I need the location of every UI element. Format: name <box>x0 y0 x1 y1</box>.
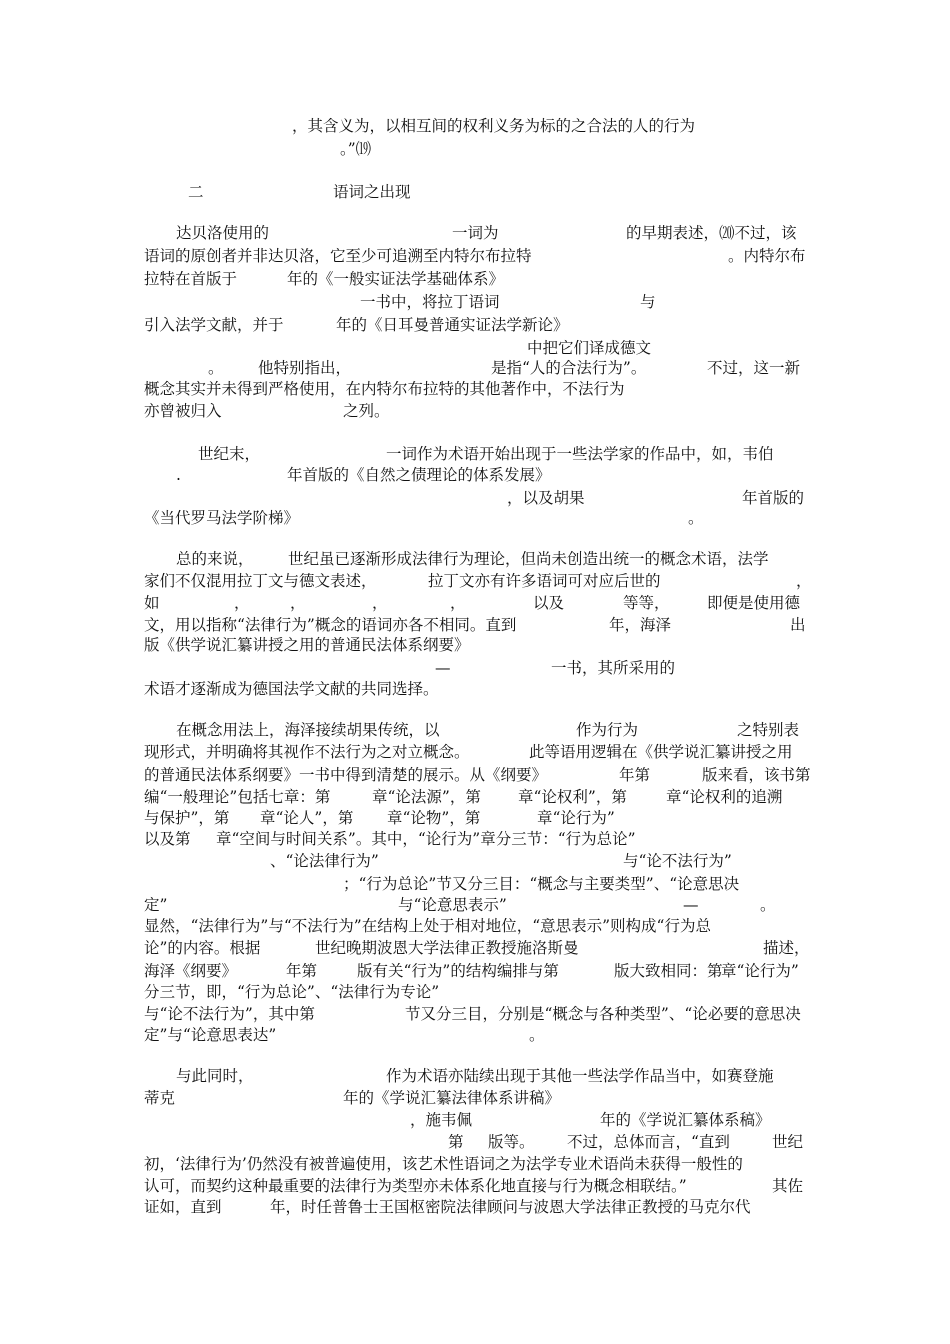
section-heading: 语词之出现 <box>333 183 411 201</box>
text-line: 一书，其所采用的 <box>551 659 676 677</box>
section-number: 二 <box>188 183 204 201</box>
text-line: 达贝洛使用的 <box>176 224 270 242</box>
text-line: 一书中，将拉丁语词 <box>360 293 500 311</box>
text-line: 年首版的 <box>742 489 805 507</box>
text-line: 版《供学说汇纂讲授之用的普通民法体系纲要》 <box>144 636 470 654</box>
text-line: 章“空间与时间关系”。其中，“论行为”章分三节：“行为总论” <box>216 830 636 848</box>
text-line: 年第 <box>619 766 651 784</box>
text-line: 如 <box>144 594 160 612</box>
text-line: 世纪虽已逐渐形成法律行为理论，但尚未创造出统一的概念术语，法学 <box>288 550 769 568</box>
text-line: 作为术语亦陆续出现于其他一些法学作品当中，如赛登施 <box>386 1067 774 1085</box>
text-line: 引入法学文献，并于 <box>144 316 284 334</box>
text-line: 世纪 <box>772 1133 804 1151</box>
text-line: 章“论行为” <box>721 962 799 980</box>
text-line: — <box>683 896 699 914</box>
text-line: 亦曾被归入 <box>144 402 222 420</box>
text-line: 编“一般理论”包括七章：第 <box>144 788 331 806</box>
text-line: 之特别表 <box>737 721 800 739</box>
text-line: 年第 <box>286 962 318 980</box>
text-line: 他特别指出， <box>258 359 352 377</box>
text-line: 此等语用逻辑在《供学说汇纂讲授之用 <box>529 743 793 761</box>
text-line: 术语才逐渐成为德国法学文献的共同选择。 <box>144 680 439 698</box>
text-line: 《当代罗马法学阶梯》 <box>144 509 300 527</box>
text-line: 年的《学说汇纂法律体系讲稿》 <box>343 1089 561 1107</box>
text-line: 分三节，即，“行为总论”、“法律行为专论” <box>144 983 440 1001</box>
text-line: 节又分三目，分别是“概念与各种类型”、“论必要的意思决 <box>405 1005 801 1023</box>
text-line: 章“论权利的追溯 <box>666 788 783 806</box>
text-line: 世纪晚期波恩大学法律正教授施洛斯曼 <box>315 939 579 957</box>
text-line: ，以及胡果 <box>507 489 585 507</box>
text-line: 作为行为 <box>576 721 639 739</box>
text-line: 证如，直到 <box>144 1198 222 1216</box>
text-line: 章“论法源”，第 <box>372 788 481 806</box>
text-line: ， <box>290 594 306 612</box>
text-line: 论”的内容。根据 <box>144 939 261 957</box>
text-line: 之列。 <box>343 402 390 420</box>
text-line: ，施韦佩 <box>410 1111 473 1129</box>
text-line: 与 <box>640 293 656 311</box>
text-line: ， <box>796 572 812 590</box>
text-line: . <box>176 466 181 484</box>
text-line: ， <box>450 594 466 612</box>
text-line: 以及 <box>533 594 565 612</box>
text-line: 。”⒆ <box>340 140 372 158</box>
text-line: 第 <box>448 1133 464 1151</box>
text-line: 与“论意思表示” <box>398 896 507 914</box>
text-line: 一词为 <box>452 224 499 242</box>
text-line: 年的《学说汇纂体系稿》 <box>600 1111 771 1129</box>
text-line: 概念其实并未得到严格使用，在内特尔布拉特的其他著作中，不法行为 <box>144 380 625 398</box>
text-line: ，其含义为，以相互间的权利义务为标的之合法的人的行为 <box>292 117 696 135</box>
text-line: 描述， <box>763 939 810 957</box>
text-line: 定”与“论意思表达” <box>144 1026 277 1044</box>
text-line: 与“论不法行为”，其中第 <box>144 1005 315 1023</box>
text-line: 出 <box>790 616 806 634</box>
text-line: 即便是使用德 <box>707 594 801 612</box>
text-line: 语词的原创者并非达贝洛，它至少可追溯至内特尔布拉特 <box>144 247 532 265</box>
text-line: 章“论行为” <box>537 809 615 827</box>
text-line: 不过，总体而言，“直到 <box>567 1133 730 1151</box>
text-line: 现形式，并明确将其视作不法行为之对立概念。 <box>144 743 470 761</box>
text-line: 章“论人”，第 <box>260 809 354 827</box>
text-line: 。 <box>760 896 776 914</box>
text-line: 章“论物”，第 <box>387 809 481 827</box>
text-line: 的早期表述，⒇不过，该 <box>626 224 797 242</box>
text-line: 一词作为术语开始出现于一些法学家的作品中，如，韦伯 <box>386 445 774 463</box>
text-line: 年的《日耳曼普通实证法学新论》 <box>336 316 569 334</box>
text-line: ， <box>234 594 250 612</box>
text-line: 年首版的《自然之债理论的体系发展》 <box>287 466 551 484</box>
text-line: 在概念用法上，海泽接续胡果传统，以 <box>176 721 440 739</box>
text-line: 。 <box>688 509 704 527</box>
text-line: 。 <box>208 359 224 377</box>
text-line: 定” <box>144 896 168 914</box>
text-line: 不过，这一新 <box>707 359 801 377</box>
text-line: 家们不仅混用拉丁文与德文表述， <box>144 572 377 590</box>
text-line: 、“论法律行为” <box>270 852 379 870</box>
text-line: 世纪末， <box>198 445 261 463</box>
text-line: 总的来说， <box>176 550 254 568</box>
text-line: 年的《一般实证法学基础体系》 <box>287 270 505 288</box>
text-line: 与保护”，第 <box>144 809 230 827</box>
text-line: 初，‘法律行为’仍然没有被普遍使用，该艺术性语词之为法学专业术语尚未获得一般性的 <box>144 1155 743 1173</box>
text-line: 版大致相同：第 <box>614 962 723 980</box>
text-line: 。内特尔布 <box>728 247 806 265</box>
text-line: 的普通民法体系纲要》一书中得到清楚的展示。从《纲要》 <box>144 766 548 784</box>
text-line: 与“论不法行为” <box>623 852 732 870</box>
text-line: 与此同时， <box>176 1067 254 1085</box>
text-line: — <box>435 659 451 677</box>
text-line: 。 <box>529 1026 545 1044</box>
text-line: 拉特在首版于 <box>144 270 238 288</box>
text-line: 认可，而契约这种最重要的法律行为类型亦未体系化地直接与行为概念相联结。” <box>144 1177 687 1195</box>
text-line: ， <box>372 594 388 612</box>
text-line: 拉丁文亦有许多语词可对应后世的 <box>428 572 661 590</box>
text-line: 其佐 <box>772 1177 804 1195</box>
text-line: 版等。 <box>488 1133 535 1151</box>
text-line: 年，海泽 <box>609 616 672 634</box>
text-line: 海泽《纲要》 <box>144 962 238 980</box>
text-line: 蒂克 <box>144 1089 176 1107</box>
text-line: 是指“人的合法行为”。 <box>491 359 647 377</box>
text-line: ；“行为总论”节又分三目：“概念与主要类型”、“论意思决 <box>343 875 740 893</box>
text-line: 显然，“法律行为”与“不法行为”在结构上处于相对地位，“意思表示”则构成“行为总 <box>144 917 711 935</box>
text-line: 等等， <box>623 594 670 612</box>
text-line: 文，用以指称“法律行为”概念的语词亦各不相同。直到 <box>144 616 517 634</box>
text-line: 章“论权利”，第 <box>518 788 627 806</box>
text-line: 版有关“行为”的结构编排与第 <box>357 962 559 980</box>
text-line: 年，时任普鲁士王国枢密院法律顾问与波恩大学法律正教授的马克尔代 <box>270 1198 751 1216</box>
text-line: 以及第 <box>144 830 191 848</box>
text-line: 版来看，该书第 <box>702 766 811 784</box>
text-line: 中把它们译成德文 <box>527 339 652 357</box>
